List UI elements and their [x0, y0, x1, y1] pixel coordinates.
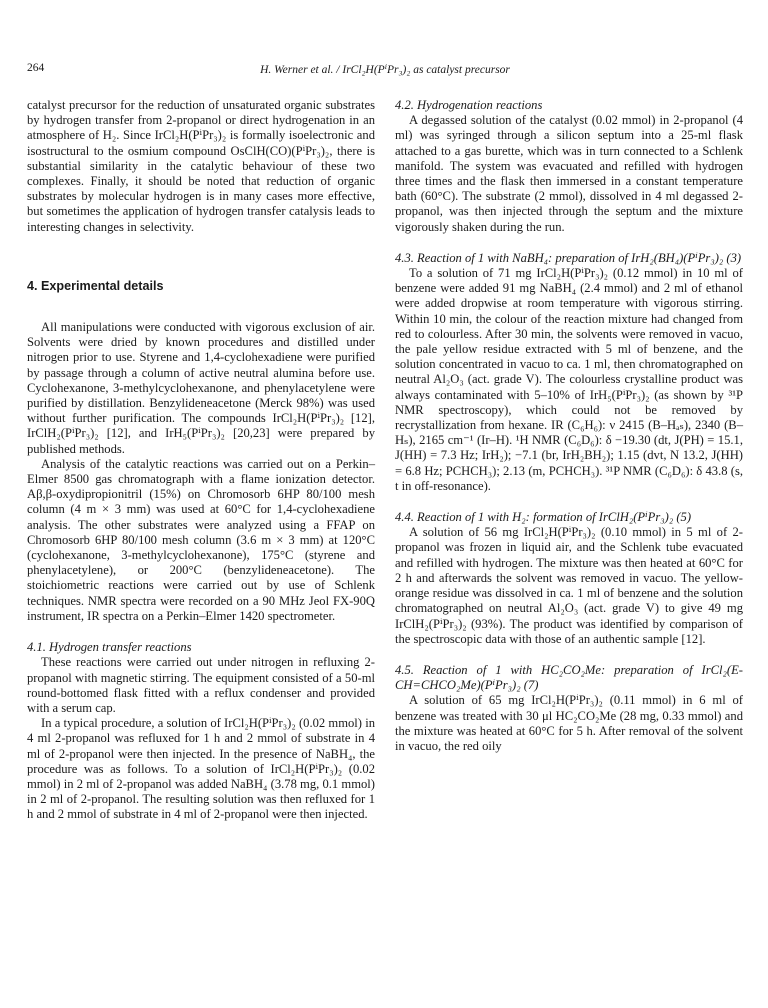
page-header — [27, 62, 743, 82]
subsection-heading-4-4: 4.4. Reaction of 1 with H₂: formation of IrClH₂(PⁱPr₃)₂ (5) — [395, 510, 692, 525]
paragraph-4-2: A degassed solution of the catalyst (0.02 mmol) in 2-propanol (4 ml) was syringed through a silicon septum into a 25-ml flask attached to a gas burette, which was in turn connected to a Schlenk manifold. The system was evacuated and refilled with hydrogen three times and the flask then immersed in a constant temperature bath (60°C). The substrate (2 mmol), dissolved in 4 ml degassed 2-propanol, was then injected through the septum and the mixture vigorously shaken during the run. — [395, 113, 743, 234]
paragraph-4-1-a: These reactions were carried out under nitrogen in refluxing 2-propanol with magnetic stirring. The equipment consisted of a 50-ml round-bottomed flask fitted with a reflux condenser and provided with a serum cap. — [27, 655, 375, 715]
subsection-heading-4-1: 4.1. Hydrogen transfer reactions — [27, 640, 192, 655]
paragraph-4-3: To a solution of 71 mg IrCl₂H(PⁱPr₃)₂ (0.12 mmol) in 10 ml of benzene were added 91 mg NaBH₄ (2.4 mmol) and 2 ml of ethanol were added dropwise at room temperature with vigorous stirring. Within 10 min, the colour of the reaction mixture had changed from red to colourless. After 30 min, the solvents were removed in vacuo, the pale yellow residue extracted with 5 ml of benzene, and the solution concentrated in vacuo to ca. 1 ml, then chromatographed on neutral Al₂O₃ (act. grade V). The colourless crystalline product was always contaminated with 5–10% of IrH₅(PⁱPr₃)₂ (as shown by ³¹P NMR spectroscopy), which could not be removed by recrystallization from hexane. IR (C₆H₆): ν 2415 (B–Hₐₛ), 2340 (B–Hₛ), 2165 cm⁻¹ (Ir–H). ¹H NMR (C₆D₆): δ −19.30 (dt, J(PH) = 15.1, J(HH) = 7.3 Hz; IrH₂); −7.1 (br, IrH₂BH₂); 1.15 (dvt, N 13.2, J(HH) = 6.8 Hz; PCHCH₃); 2.13 (m, PCHCH₃). ³¹P NMR (C₆D₆): δ 43.8 (s, t in off-resonance). — [395, 266, 743, 493]
paragraph-4-5: A solution of 65 mg IrCl₂H(PⁱPr₃)₂ (0.11 mmol) in 6 ml of benzene was treated with 30 μl HC₂CO₂Me (28 mg, 0.33 mmol) and the mixture was heated at 60°C for 5 h. After removal of the solvent in vacuo, the red oily — [395, 693, 743, 753]
paragraph-analysis: Analysis of the catalytic reactions was carried out on a Perkin–Elmer 8500 gas chromatograph with a flame ionization detector. Aβ,β-oxydipropionitril (15%) on Chromosorb 6HP 80/100 mesh column (4 m × 3 mm) was used at 60°C for 1,4-cyclohexadiene analysis. The other substrates were analyzed using a FFAP on Chromosorb 6HP 80/100 mesh column (3.6 m × 3 mm) at 120°C (cyclohexanone, 3-methylcyclohexanone), 175°C (styrene and phenylacetylene), or 200°C (benzylideneacetone). The stoichiometric reactions were carried out by use of Schlenk techniques. NMR spectra were recorded on a 90 MHz Jeol FX-90Q instrument, IR spectra on a Perkin–Elmer 1420 spectrometer. — [27, 456, 375, 623]
running-title: H. Werner et al. / IrCl₂H(PⁱPr₃)₂ as catalyst precursor — [260, 64, 510, 76]
subsection-heading-4-3: 4.3. Reaction of 1 with NaBH₄: preparation of IrH₂(BH₄)(PⁱPr₃)₂ (3) — [395, 250, 742, 265]
section-heading-experimental: 4. Experimental details — [27, 278, 164, 293]
subsection-heading-4-2: 4.2. Hydrogenation reactions — [395, 98, 543, 112]
left-column — [27, 98, 375, 823]
intro-paragraph: catalyst precursor for the reduction of unsaturated organic substrates by hydrogen transfer from 2-propanol or direct hydrogenation in an atmosphere of H₂. Since IrCl₂H(PⁱPr₃)₂ is formally isoelectronic and isostructural to the osmium compound OsClH(CO)(PⁱPr₃)₂, there is substantial similarity in the catalytic behaviour of these two complexes. Finally, it should be noted that reduction of organic substrates by molecular hydrogen is in many cases more effective, but sometimes the application of hydrogen transfer catalysis leads to interesting changes in selectivity. — [27, 98, 375, 234]
paragraph-4-1-b: In a typical procedure, a solution of IrCl₂H(PⁱPr₃)₂ (0.02 mmol) in 4 ml 2-propanol was refluxed for 1 h and 2 mmol of substrate in 4 ml of 2-propanol were then injected. In the presence of NaBH₄, the procedure was as follows. To a solution of IrCl₂H(PⁱPr₃)₂ (0.02 mmol) in 2 ml of 2-propanol was added NaBH₄ (3.78 mg, 0.1 mmol) in 2 ml of 2-propanol. The resulting solution was then refluxed for 1 h and 2 mmol of substrate in 4 ml of 2-propanol were then injected. — [27, 716, 375, 822]
paragraph-manipulations: All manipulations were conducted with vigorous exclusion of air. Solvents were dried by known procedures and distilled under nitrogen prior to use. Styrene and 1,4-cyclohexadiene were purified by passage through a column of active neutral alumina before use. Cyclohexanone, 3-methylcyclohexanone, and phenylacetylene were purified by distillation. Benzylideneacetone (Merck 98%) was used without further purification. The compounds IrCl₂H(PⁱPr₃)₂ [12], IrClH₂(PⁱPr₃)₂ [12], and IrH₅(PⁱPr₃)₂ [20,23] were prepared by published methods. — [27, 320, 375, 456]
paragraph-4-4: A solution of 56 mg IrCl₂H(PⁱPr₃)₂ (0.10 mmol) in 5 ml of 2-propanol was frozen in liquid air, and the Schlenk tube evacuated and refilled with hydrogen. The mixture was then heated at 60°C for 2 h and afterwards the solvent was removed in vacuo. The yellow-orange residue was dissolved in ca. 1 ml of benzene and the solution chromatographed on neutral Al₂O₃ (act. grade V) to give 49 mg IrClH₂(PⁱPr₃)₂ (93%). The product was identified by comparison of the spectroscopic data with those of an authentic sample [12]. — [395, 525, 743, 646]
page-number: 264 — [27, 62, 45, 74]
right-column — [395, 98, 743, 754]
subsection-heading-4-5: 4.5. Reaction of 1 with HC₂CO₂Me: preparation of IrCl₂(E-CH=CHCO₂Me)(PⁱPr₃)₂ (7) — [395, 662, 743, 693]
